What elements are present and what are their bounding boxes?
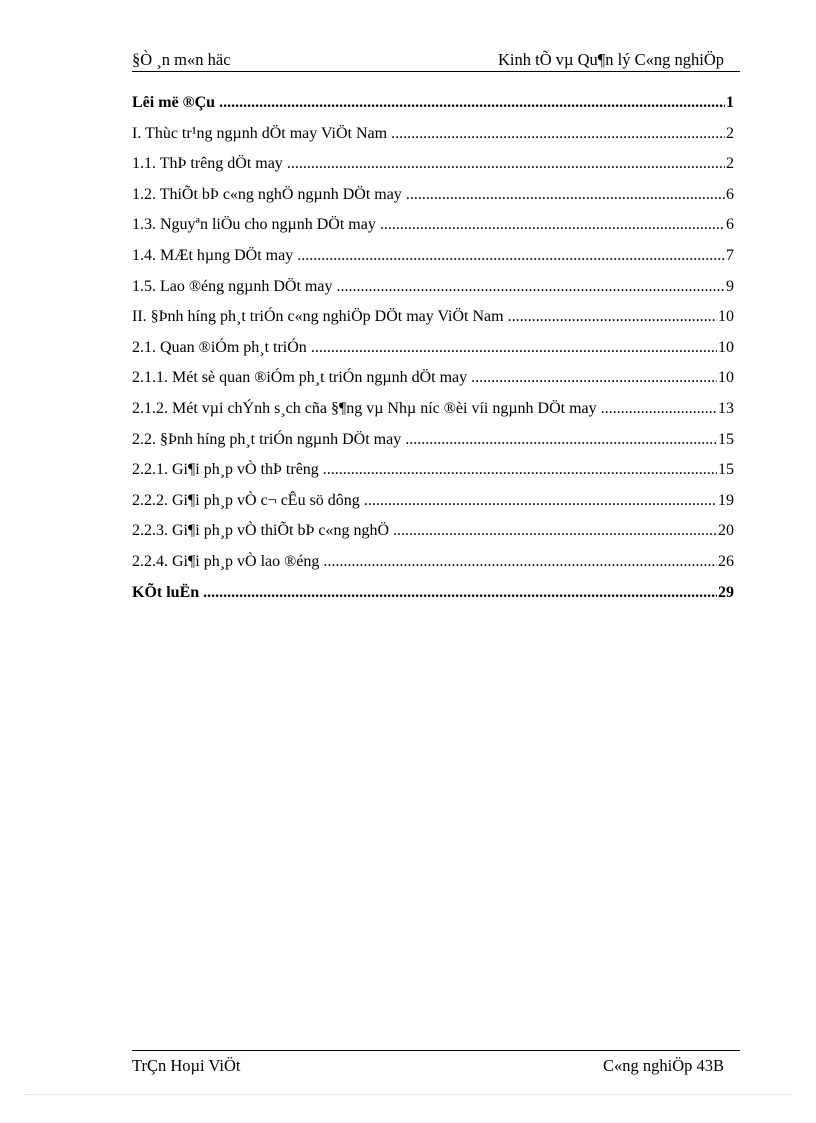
toc-entry-page-number: 2 bbox=[726, 124, 734, 142]
toc-dot-leader bbox=[219, 94, 725, 112]
toc-entry-title: 1.4. MÆt hµng DÖt may bbox=[132, 246, 294, 264]
toc-dot-leader bbox=[508, 308, 717, 326]
toc-entry[interactable] bbox=[132, 369, 734, 400]
toc-entry[interactable] bbox=[132, 400, 734, 431]
toc-entry-page-number: 10 bbox=[718, 308, 734, 326]
toc-entry-title: 2.2.4. Gi¶i ph¸p vÒ lao ®éng bbox=[132, 552, 320, 570]
toc-entry-page-number: 29 bbox=[718, 583, 734, 601]
header-left-text: §Ò ¸n m«n häc bbox=[132, 50, 231, 69]
toc-entry[interactable] bbox=[132, 461, 734, 492]
toc-entry[interactable] bbox=[132, 278, 734, 309]
toc-entry-title: I. Thùc tr¹ng ngµnh dÖt may ViÖt Nam bbox=[132, 124, 388, 142]
toc-entry-title: 2.2.2. Gi¶i ph¸p vÒ c¬ cÊu sö dông bbox=[132, 491, 360, 509]
toc-entry-title: 2.2.3. Gi¶i ph¸p vÒ thiÕt bÞ c«ng nghÖ bbox=[132, 522, 390, 540]
toc-entry[interactable] bbox=[132, 431, 734, 462]
toc-dot-leader bbox=[311, 339, 717, 357]
toc-entry[interactable] bbox=[132, 492, 734, 523]
toc-entry-title: Lêi më ®Çu bbox=[132, 94, 216, 111]
toc-entry-title: 2.1. Quan ®iÓm ph¸t triÓn bbox=[132, 338, 307, 356]
toc-entry-title: 1.3. Nguyªn liÖu cho ngµnh DÖt may bbox=[132, 216, 376, 234]
toc-entry-page-number: 10 bbox=[718, 338, 734, 356]
toc-entry[interactable] bbox=[132, 584, 734, 615]
toc-dot-leader bbox=[297, 247, 725, 265]
toc-entry[interactable] bbox=[132, 186, 734, 217]
footer-author: TrÇn Hoµi ViÖt bbox=[132, 1056, 241, 1075]
toc-entry[interactable] bbox=[132, 522, 734, 553]
toc-entry[interactable] bbox=[132, 94, 734, 125]
toc-dot-leader bbox=[323, 553, 717, 571]
toc-dot-leader bbox=[471, 369, 717, 387]
toc-entry[interactable] bbox=[132, 339, 734, 370]
toc-entry-page-number: 15 bbox=[718, 430, 734, 448]
header-right-text: Kinh tÕ vµ Qu¶n lý C«ng nghiÖp bbox=[498, 50, 724, 69]
toc-entry-page-number: 15 bbox=[718, 461, 734, 479]
toc-entry-page-number: 9 bbox=[726, 277, 734, 295]
toc-dot-leader bbox=[405, 431, 717, 449]
toc-entry[interactable] bbox=[132, 247, 734, 278]
toc-dot-leader bbox=[391, 125, 725, 143]
toc-dot-leader bbox=[336, 278, 725, 296]
toc-dot-leader bbox=[364, 492, 717, 510]
toc-dot-leader bbox=[380, 216, 725, 234]
toc-entry-title: 1.1. ThÞ trêng dÖt may bbox=[132, 155, 283, 173]
footer-class: C«ng nghiÖp 43B bbox=[602, 1056, 724, 1075]
toc-dot-leader bbox=[393, 522, 717, 540]
toc-entry-title: KÕt luËn bbox=[132, 583, 200, 601]
toc-entry-page-number: 19 bbox=[718, 491, 734, 509]
toc-entry-title: 1.5. Lao ®éng ngµnh DÖt may bbox=[132, 277, 333, 295]
toc-entry-page-number: 6 bbox=[726, 216, 734, 234]
page-header bbox=[132, 49, 740, 72]
toc-entry-page-number: 26 bbox=[718, 552, 734, 570]
toc-entry[interactable] bbox=[132, 308, 734, 339]
toc-dot-leader bbox=[203, 584, 717, 602]
table-of-contents bbox=[132, 94, 734, 614]
toc-entry-page-number: 2 bbox=[726, 155, 734, 173]
toc-entry[interactable] bbox=[132, 553, 734, 584]
toc-dot-leader bbox=[323, 461, 717, 479]
toc-entry-page-number: 10 bbox=[718, 369, 734, 387]
toc-entry-title: 2.1.1. Mét sè quan ®iÓm ph¸t triÓn ngµnh dÖt may bbox=[132, 369, 468, 387]
toc-dot-leader bbox=[601, 400, 717, 418]
toc-entry-title: 2.2. §Þnh híng ph¸t triÓn ngµnh DÖt may bbox=[132, 430, 402, 448]
toc-entry-title: II. §Þnh híng ph¸t triÓn c«ng nghiÖp DÖt may ViÖt Nam bbox=[132, 308, 504, 326]
toc-entry[interactable] bbox=[132, 155, 734, 186]
toc-entry-page-number: 7 bbox=[726, 246, 734, 264]
toc-entry-page-number: 6 bbox=[726, 185, 734, 203]
toc-entry[interactable] bbox=[132, 125, 734, 156]
toc-entry-page-number: 1 bbox=[726, 94, 734, 111]
toc-entry-title: 2.2.1. Gi¶i ph¸p vÒ thÞ trêng bbox=[132, 461, 319, 479]
page-footer bbox=[132, 1050, 740, 1075]
toc-entry-page-number: 20 bbox=[718, 522, 734, 540]
toc-entry-title: 1.2. ThiÕt bÞ c«ng nghÖ ngµnh DÖt may bbox=[132, 185, 402, 203]
toc-entry-title: 2.1.2. Mét vµi chÝnh s¸ch cña §¶ng vµ Nhµ níc ®èi víi ngµnh DÖt may bbox=[132, 399, 597, 417]
page-edge-divider bbox=[24, 1094, 792, 1095]
toc-entry[interactable] bbox=[132, 216, 734, 247]
toc-dot-leader bbox=[287, 155, 725, 173]
toc-dot-leader bbox=[406, 186, 725, 204]
toc-entry-page-number: 13 bbox=[718, 399, 734, 417]
